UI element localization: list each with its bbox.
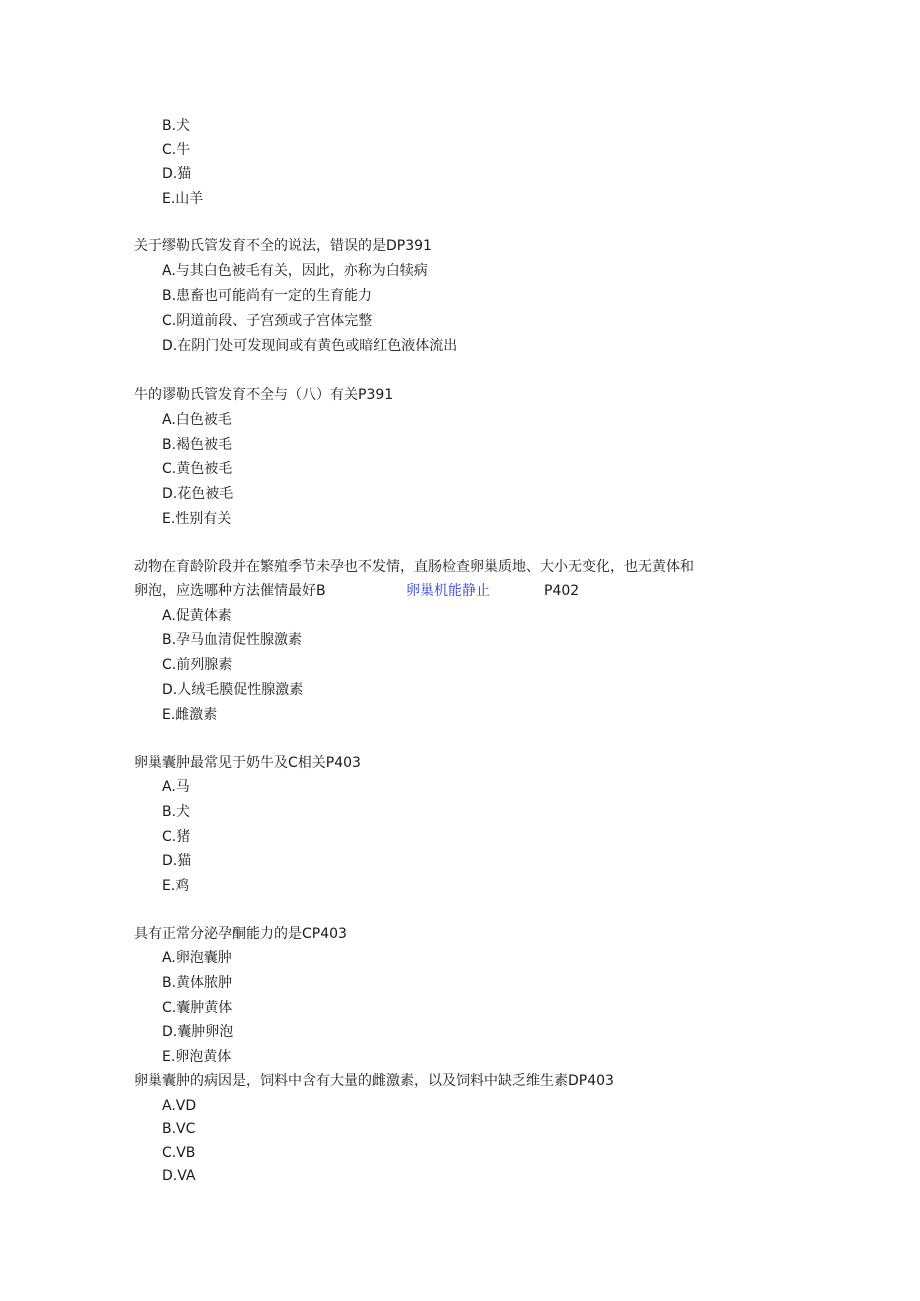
option-d: D.猫 [162, 166, 192, 182]
question-4-stem: 卵巢囊肿最常见于奶牛及C相关P403 [134, 755, 361, 771]
question-1-option-c: C.阴道前段、子宫颈或子宫体完整 [162, 313, 373, 329]
question-3-stem-line-1: 动物在育龄阶段并在繁殖季节未孕也不发情，直肠检查卵巢质地、大小无变化，也无黄体和 [134, 559, 694, 575]
question-1-stem: 关于缪勒氏管发育不全的说法，错误的是DP391 [134, 238, 432, 254]
question-6-option-c: C.VB [162, 1145, 196, 1161]
option-c: C.牛 [162, 142, 191, 158]
question-3-option-e: E.雌激素 [162, 707, 218, 723]
question-4-option-a: A.马 [162, 779, 190, 795]
option-e: E.山羊 [162, 191, 204, 207]
question-2-option-b: B.褐色被毛 [162, 437, 233, 453]
question-3-option-c: C.前列腺素 [162, 657, 233, 673]
question-2-option-c: C.黄色被毛 [162, 461, 233, 477]
option-b: B.犬 [162, 118, 191, 134]
question-5-option-e: E.卵泡黄体 [162, 1049, 232, 1065]
question-1-option-d: D.在阴门处可发现间或有黄色或暗红色液体流出 [162, 338, 458, 354]
question-3-option-b: B.孕马血清促性腺激素 [162, 632, 303, 648]
question-6-option-a: A.VD [162, 1098, 197, 1114]
question-2-stem: 牛的谬勒氏管发育不全与（八）有关P391 [134, 387, 394, 403]
question-2-option-e: E.性别有关 [162, 511, 232, 527]
question-1-option-b: B.患畜也可能尚有一定的生育能力 [162, 288, 373, 304]
question-3-option-d: D.人绒毛膜促性腺激素 [162, 682, 304, 698]
question-5-stem: 具有正常分泌孕酮能力的是CP403 [134, 926, 347, 942]
question-6-stem: 卵巢囊肿的病因是，饲料中含有大量的雌激素，以及饲料中缺乏维生素DP403 [134, 1073, 614, 1089]
question-6-option-b: B.VC [162, 1121, 196, 1137]
question-4-option-d: D.猫 [162, 853, 192, 869]
question-2-option-a: A.白色被毛 [162, 412, 232, 428]
question-3-page-ref: P402 [544, 583, 580, 599]
question-5-option-d: D.囊肿卵泡 [162, 1024, 234, 1040]
question-3-note: 卵巢机能静止 [406, 583, 490, 599]
question-6-option-d: D.VA [162, 1168, 196, 1184]
question-4-option-b: B.犬 [162, 804, 191, 820]
question-3-stem-line-2: 卵泡，应选哪种方法催情最好B [134, 583, 326, 599]
question-5-option-c: C.囊肿黄体 [162, 1000, 233, 1016]
question-3-option-a: A.促黄体素 [162, 608, 232, 624]
question-2-option-d: D.花色被毛 [162, 486, 234, 502]
question-5-option-b: B.黄体脓肿 [162, 975, 233, 991]
question-4-option-e: E.鸡 [162, 878, 190, 894]
question-5-option-a: A.卵泡囊肿 [162, 950, 232, 966]
question-1-option-a: A.与其白色被毛有关，因此，亦称为白犊病 [162, 263, 428, 279]
question-4-option-c: C.猪 [162, 829, 191, 845]
